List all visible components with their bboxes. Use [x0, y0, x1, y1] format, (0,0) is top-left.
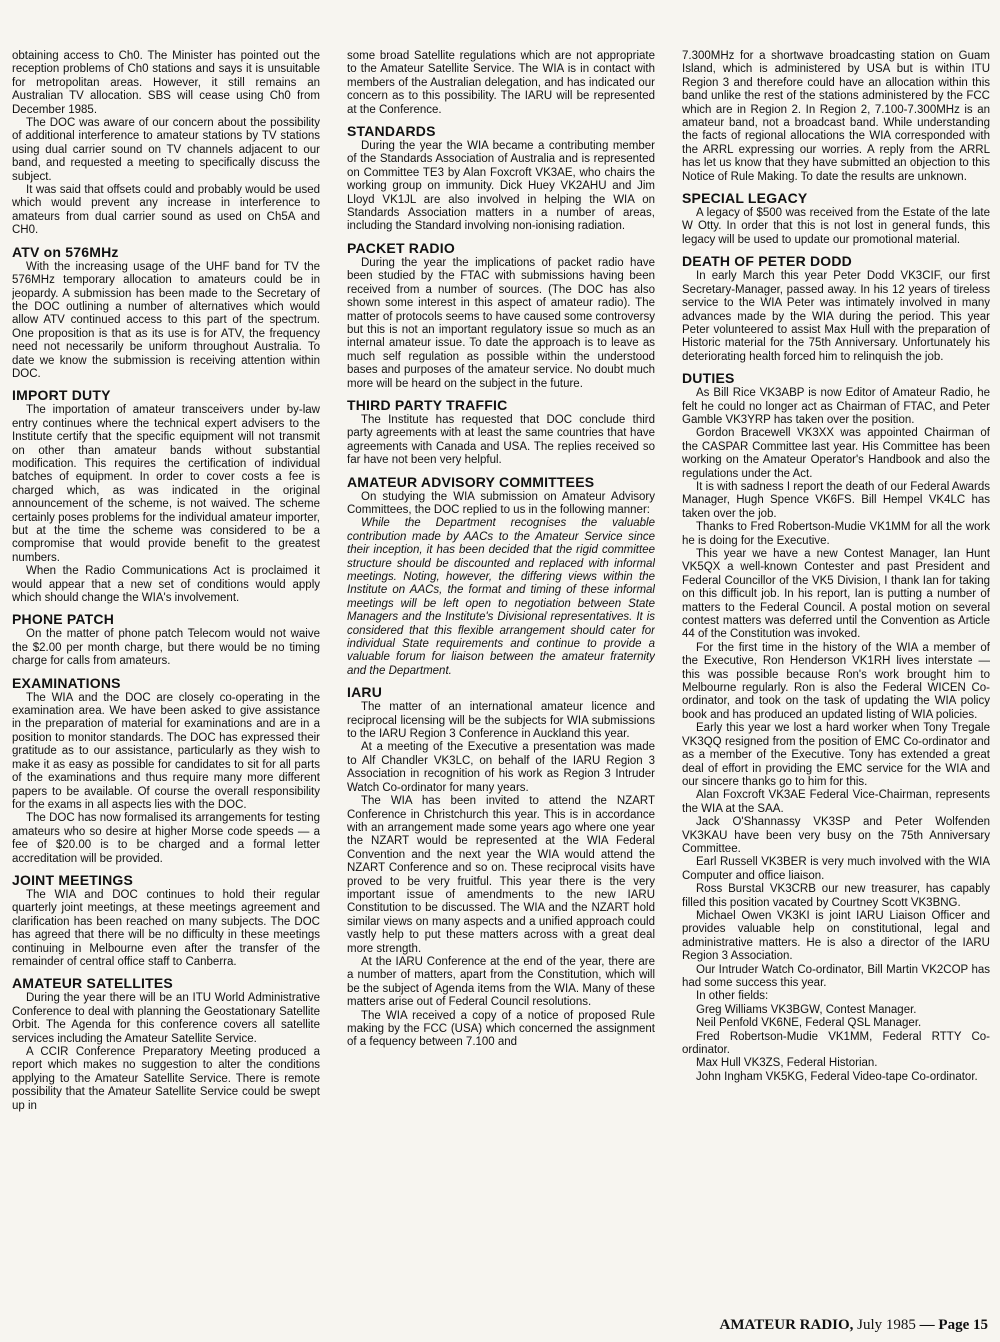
footer-page-number: Page 15	[938, 1317, 988, 1333]
paragraph: The WIA has been invited to attend the NZART Conference in Christchurch this year. This is in accordance with an arrangement made some years ago where one year the NZART would be represented at the WIA Federal Convention and the next year the WIA would attend the NZART Conference and so on. These reciprocal visits have proved to be very fruitful. This year there is the very important issue of amendments to the new IARU Constitution to be discussed. The WIA and the NZART hold similar views on many aspects and a unified approach could vastly help to put these matters across with a great deal more strength.	[347, 795, 655, 955]
paragraph: In other fields:	[696, 990, 769, 1003]
paragraph: 7.300MHz for a shortwave broadcasting station on Guam Island, which is administered by USA but is within ITU Region 3 and therefore could have an allocation within this band unlike the rest of the stations administered by the FCC which are in Region 2. In Region 2, 7.100-7.300MHz is an amateur band, not a broadcast band. While understanding the facts of regional allocations the WIA corresponded with the ARRL expressing our worries. A reply from the ARRL has let us know that they have submitted an objection to this Notice of Rule Making. To date the results are unknown.	[682, 50, 990, 183]
paragraph: Jack O'Shannassy VK3SP and Peter Wolfenden VK3KAU have been very busy on the 75th Anniversary Committee.	[682, 816, 990, 855]
paragraph: The Institute has requested that DOC conclude third party agreements with at least the same countries that have agreements with Canada and USA. The replies received so far have not been very helpful.	[347, 413, 655, 467]
footer-publication: AMATEUR RADIO,	[719, 1317, 854, 1333]
paragraph: Our Intruder Watch Co-ordinator, Bill Martin VK2COP has had some success this year.	[682, 963, 990, 989]
section-heading: EXAMINATIONS	[12, 674, 121, 691]
paragraph: The WIA and the DOC are closely co-operating in the examination area. We have been asked to give assistance in the preparation of material for examinations and are in a position to monitor standards. The DOC has expressed their gratitude as to our assistance, particularly as they wish to make it as easy as possible for candidates to sit for all parts of the examinations and thus require many more different papers to be available. Of course the overall responsibility for the exams in all aspects lies with the DOC.	[12, 691, 320, 811]
section-heading: JOINT MEETINGS	[12, 871, 134, 888]
paragraph: some broad Satellite regulations which are not appropriate to the Amateur Satellite Service. The WIA is in contact with members of the Australian delegation, and has indicated our concern as to this possibility. The IARU will be represented at the Conference.	[347, 50, 655, 116]
paragraph: On the matter of phone patch Telecom would not waive the $2.00 per month charge, but there would be no timing charge for calls from amateurs.	[12, 628, 320, 668]
page-footer	[720, 1317, 988, 1334]
paragraph: It was said that offsets could and probably would be used which would prevent any increase in interference to amateurs from dual carrier sound as used on Ch5A and CH0.	[12, 184, 320, 237]
paragraph: For the first time in the history of the WIA a member of the Executive, Ron Henderson VK1RH lives interstate — this was possible because Ron's work brought him to Melbourne regularly. Ron is also the Federal WICEN Co-ordinator, and took on the task of updating the WIA policy book and has produced an updated listing of WIA policies.	[682, 641, 990, 721]
paragraph: A legacy of $500 was received from the Estate of the late W Otty. In order that this is not lost in general funds, this legacy will be used to update our promotional material.	[682, 207, 990, 246]
paragraph: Gordon Bracewell VK3XX was appointed Chairman of the CASPAR Committee last year. His Committee has been working on the Amateur Operator's Handbook and also the regulations under the Act.	[682, 427, 990, 480]
section-heading: THIRD PARTY TRAFFIC	[347, 396, 508, 413]
paragraph: On studying the WIA submission on Amateur Advisory Committees, the DOC replied to us in the following manner:	[347, 490, 655, 516]
paragraph: Michael Owen VK3KI is joint IARU Liaison Officer and provides valuable help on constitutional, legal and administrative matters. He is also a director of the IARU Region 3 Association.	[682, 909, 990, 963]
paragraph: Thanks to Fred Robertson-Mudie VK1MM for all the work he is doing for the Executive.	[682, 521, 990, 547]
section-heading: AMATEUR ADVISORY COMMITTEES	[347, 473, 595, 490]
text-column-1	[12, 50, 320, 1312]
paragraph: During the year the implications of packet radio have been studied by the FTAC with submissions having been received from a number of sources. (The DOC has also shown some interest in this aspect of amateur radio). The matter of protocols seems to have caused some controversy but this is not an important regulatory issue so much as an internal amateur issue. To date the approach is to leave as much self regulation as possible within the understood bases and purposes of the amateur service. No doubt much more will be heard on the subject in the future.	[347, 256, 655, 390]
section-heading: DEATH OF PETER DODD	[682, 253, 852, 270]
paragraph: The WIA received a copy of a notice of proposed Rule making by the FCC (USA) which concerned the assignment of a fequency between 7.100 and	[347, 1009, 655, 1049]
section-heading: DUTIES	[682, 370, 735, 387]
paragraph: The DOC has now formalised its arrangements for testing amateurs who so desire at higher Morse code speeds — a fee of $20.00 is to be charged and a formal letter accreditation will be provided.	[12, 812, 320, 865]
footer-date: July 1985	[857, 1317, 916, 1333]
paragraph: The WIA and DOC continues to hold their regular quarterly joint meetings, at these meetings agreement and clarification has been reached on many subjects. The DOC has agreed that there will be no difficulty in these meetings continuing in Melbourne even after the transfer of the remainder of central office staff to Canberra.	[12, 888, 320, 968]
paragraph: It is with sadness I report the death of our Federal Awards Manager, Hugh Spence VK6FS. Bill Hempel VK4LC has taken over the job.	[682, 480, 990, 520]
paragraph: Fred Robertson-Mudie VK1MM, Federal RTTY Co-ordinator.	[682, 1030, 990, 1057]
text-column-3	[682, 50, 990, 1312]
paragraph: Greg Williams VK3BGW, Contest Manager.	[696, 1003, 917, 1016]
paragraph: During the year there will be an ITU World Administrative Conference to deal with planning the Geostationary Satellite Orbit. The Agenda for this conference covers all satellite services including the Amateur Satellite Service.	[12, 992, 320, 1045]
paragraph: Early this year we lost a hard worker when Tony Tregale VK3QQ resigned from the position of EMC Co-ordinator and as a member of the Executive. Tony has extended a great deal of effort in providing the EMC service for the WIA and our sincere thanks go to him for this.	[682, 722, 990, 788]
paragraph: Earl Russell VK3BER is very much involved with the WIA Computer and office liaison.	[682, 856, 990, 882]
paragraph: At a meeting of the Executive a presentation was made to Alf Chandler VK3LC, on behalf of the IARU Region 3 Association in recognition of his work as Region 3 Intruder Watch Co-ordinator for many years.	[347, 741, 655, 794]
paragraph: A CCIR Conference Preparatory Meeting produced a report which makes no suggestion to alter the conditions applying to the Amateur Satellite Service. There is remote possibility that the Amateur Satellite Service could be swept up in	[12, 1046, 320, 1112]
text-column-2	[347, 50, 655, 1312]
section-heading: PHONE PATCH	[12, 611, 115, 628]
paragraph: Ross Burstal VK3CRB our new treasurer, has capably filled this position vacated by Courtney Scott VK3BNG.	[682, 883, 990, 909]
paragraph: As Bill Rice VK3ABP is now Editor of Amateur Radio, he felt he could no longer act as Chairman of FTAC, and Peter Gamble VK3YRP has taken over the position.	[682, 387, 990, 426]
paragraph: John Ingham VK5KG, Federal Video-tape Co-ordinator.	[696, 1070, 978, 1083]
paragraph: Alan Foxcroft VK3AE Federal Vice-Chairman, represents the WIA at the SAA.	[682, 789, 990, 815]
paragraph: Neil Penfold VK6NE, Federal QSL Manager.	[696, 1017, 922, 1030]
section-heading: IMPORT DUTY	[12, 387, 111, 404]
section-heading: IARU	[347, 684, 383, 701]
paragraph: The importation of amateur transceivers under by-law entry continues where the technical expert advisers to the Institute certify that the specific equipment will not transmit on other than amateur bands without substantial modification. This requires the certification of individual batches of equipment. In order to cover costs a fee is charged which, as was indicated in the original announcement of the scheme, is not waived. The scheme certainly poses problems for the individual amateur importer, but at the time the scheme was considered to be a compromise that would provide benefit to the greatest numbers.	[12, 404, 320, 564]
section-heading: AMATEUR SATELLITES	[12, 975, 173, 992]
paragraph: With the increasing usage of the UHF band for TV the 576MHz temporary allocation to amateurs could be in jeopardy. A submission has been made to the Secretary of the DOC outlining a number of alternatives which would allow ATV continued access to this part of the spectrum. One proposition is that as its use is for ATV, the frequency need not necessarily be uniform throughout Australia. To date we know the submission is receiving attention within DOC.	[12, 260, 320, 380]
paragraph: Max Hull VK3ZS, Federal Historian.	[696, 1057, 878, 1070]
paragraph: This year we have a new Contest Manager, Ian Hunt VK5QX a well-known Contester and past President and Federal Councillor of the VK5 Division, I thank Ian for taking on this difficult job. In his report, Ian is putting a number of matters to the Federal Council. A postal motion on several contest matters was deferred until the Convention as Article 44 of the Constitution was invoked.	[682, 548, 990, 641]
paragraph: During the year the WIA became a contributing member of the Standards Association of Australia and is represented on Committee TE3 by Alan Foxcroft VK3AE, who chairs the working group on immunity. Dick Huey VK2AHU and Jim Lloyd VK1JL are also involved in helping the WIA on Standards Association matters in a number of areas, including the Standard involving non-ionising radiation.	[347, 140, 655, 233]
paragraph: In early March this year Peter Dodd VK3CIF, our first Secretary-Manager, passed away. In his 12 years of tireless service to the WIA Peter was intimately involved in many advances made by the WIA during the period. This year Peter volunteered to assist Max Hull with the preparation of Historic material for the 75th Anniversary. Unfortunately his deteriorating health forced him to relinquish the job.	[682, 270, 990, 363]
section-heading: PACKET RADIO	[347, 239, 455, 256]
paragraph: When the Radio Communications Act is proclaimed it would appear that a new set of conditions would apply which should change the WIA's involvement.	[12, 565, 320, 605]
section-heading: STANDARDS	[347, 123, 436, 140]
footer-separator: —	[919, 1317, 935, 1333]
paragraph: The matter of an international amateur licence and reciprocal licensing will be the subjects for WIA submissions to the IARU Region 3 Conference in Auckland this year.	[347, 701, 655, 741]
paragraph: The DOC was aware of our concern about the possibility of additional interference to amateur stations by TV stations using dual carrier sound on TV channels adjacent to our band, and requested a meeting to specifically discuss the subject.	[12, 117, 320, 183]
paragraph: At the IARU Conference at the end of the year, there are a number of matters, apart from the Constitution, which will be the subject of Agenda items from the WIA. Many of these matters arise out of Federal Council resolutions.	[347, 955, 655, 1009]
section-heading: SPECIAL LEGACY	[682, 190, 808, 207]
paragraph: obtaining access to Ch0. The Minister has pointed out the reception problems of Ch0 stations and says it is unsuitable for metropolitan areas. However, it still remains an Australian TV allocation. SBS will cease using Ch0 from December 1985.	[12, 50, 320, 116]
paragraph: While the Department recognises the valuable contribution made by AACs to the Amateur Service since their inception, it has been decided that the rigid committee structure should be discounted and replaced with informal meetings. Noting, however, the differing views within the Institute on AACs, the format and timing of these informal meetings will be left open to negotiation between State Managers and the Institute's Divisional representatives. It is considered that this flexible arrangement should cater for individual State requirements and continue to provide a valuable forum for liaison between the amateur fraternity and the Department.	[347, 517, 655, 677]
section-heading: ATV on 576MHz	[12, 243, 119, 260]
